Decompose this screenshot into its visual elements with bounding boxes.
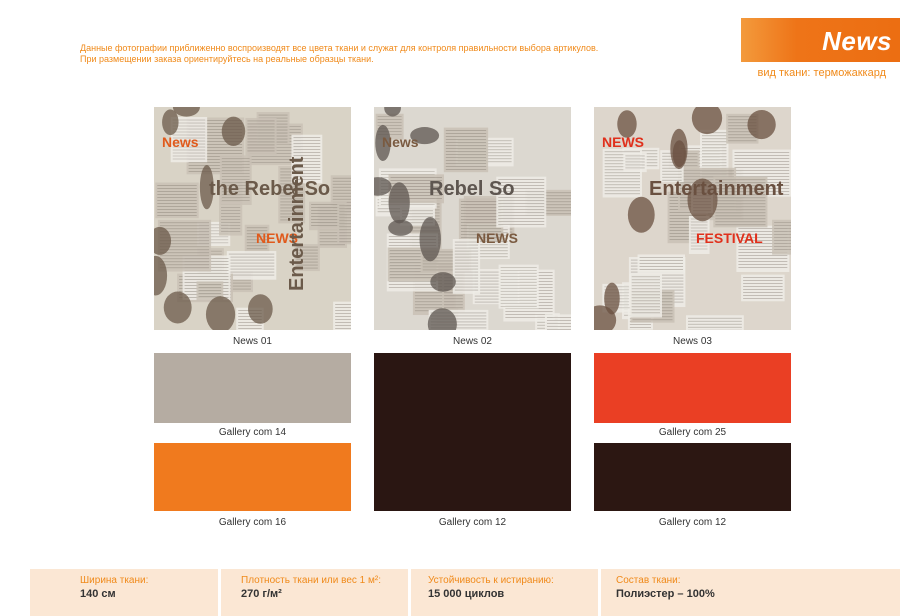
- swatch-caption: Gallery com 12: [438, 517, 507, 528]
- spec-label: Плотность ткани или вес 1 м²:: [241, 575, 381, 586]
- svg-text:NEWS: NEWS: [256, 230, 298, 246]
- spec-abrasion: [408, 569, 598, 616]
- color-swatch-gallery-com-16[interactable]: [154, 443, 351, 511]
- color-swatch-gallery-com-25[interactable]: [594, 353, 791, 423]
- swatch-caption: Gallery com 25: [658, 427, 727, 438]
- pattern-caption: News 02: [453, 336, 492, 347]
- fabric-type: вид ткани: терможаккард: [757, 67, 886, 79]
- collection-title-tab: [741, 18, 900, 62]
- newsprint-pattern-image: [594, 107, 791, 330]
- svg-text:NEWS: NEWS: [602, 134, 644, 150]
- collection-title: News: [822, 26, 892, 56]
- swatch-caption: Gallery com 14: [218, 427, 287, 438]
- swatch-caption: Gallery com 12: [658, 517, 727, 528]
- spec-value: 270 г/м²: [241, 588, 282, 600]
- spec-value: 140 см: [80, 588, 116, 600]
- color-swatch-gallery-com-14[interactable]: [154, 353, 351, 423]
- svg-text:FESTIVAL: FESTIVAL: [696, 230, 763, 246]
- pattern-caption: News 01: [233, 336, 272, 347]
- spec-composition: [598, 569, 894, 616]
- color-swatch-gallery-com-12-large[interactable]: [374, 353, 571, 511]
- pattern-swatch-news-03[interactable]: [594, 107, 791, 330]
- spec-value: 15 000 циклов: [428, 588, 505, 600]
- svg-text:NEWS: NEWS: [476, 230, 518, 246]
- svg-text:Rebel So: Rebel So: [429, 178, 515, 200]
- color-swatch-gallery-com-12[interactable]: [594, 443, 791, 511]
- svg-text:Entertainment: Entertainment: [649, 178, 784, 200]
- pattern-caption: News 03: [673, 336, 712, 347]
- spec-label: Ширина ткани:: [80, 575, 149, 586]
- spec-density: [218, 569, 408, 616]
- spec-label: Устойчивость к истиранию:: [428, 575, 554, 586]
- specs-bar: [30, 569, 900, 616]
- newsprint-pattern-image: [154, 107, 351, 330]
- pattern-swatch-news-01[interactable]: [154, 107, 351, 330]
- spec-value: Полиэстер – 100%: [616, 588, 715, 600]
- pattern-swatch-news-02[interactable]: [374, 107, 571, 330]
- newsprint-pattern-image: [374, 107, 571, 330]
- disclaimer-line-2: При размещении заказа ориентируйтесь на реальные образцы ткани.: [80, 54, 374, 64]
- spec-width: [30, 569, 218, 616]
- disclaimer: [80, 43, 598, 65]
- svg-text:Entertainment: Entertainment: [286, 156, 308, 291]
- disclaimer-line-1: Данные фотографии приближенно воспроизводят все цвета ткани и служат для контроля правильности выбора артикулов.: [80, 43, 599, 53]
- spec-label: Состав ткани:: [616, 575, 681, 586]
- swatch-caption: Gallery com 16: [218, 517, 287, 528]
- svg-text:the Rebel So: the Rebel So: [209, 178, 331, 200]
- svg-text:News: News: [382, 134, 419, 150]
- svg-text:News: News: [162, 134, 199, 150]
